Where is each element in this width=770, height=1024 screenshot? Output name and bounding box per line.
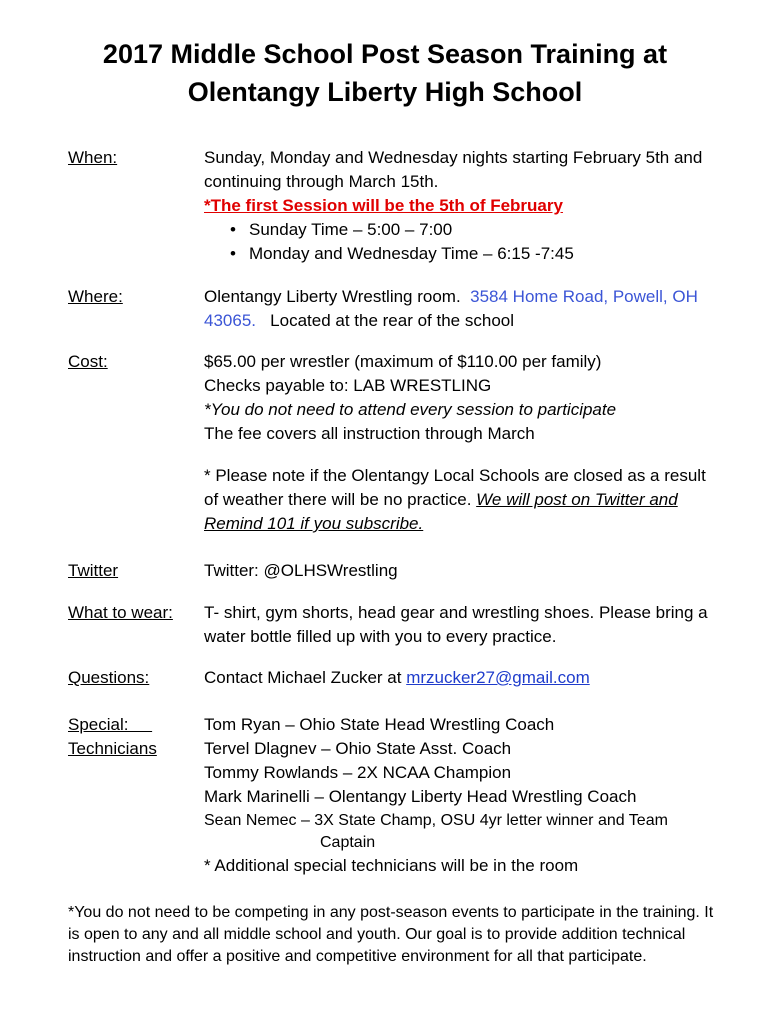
cost-line-4: The fee covers all instruction through March [204,424,535,443]
when-label: When: [68,148,118,167]
technician-item: Tervel Dlagnev – Ohio State Asst. Coach [204,739,512,758]
weather-note-line-3: Remind 101 if you subscribe. [204,514,424,533]
page-title-line-1: 2017 Middle School Post Season Training at [102,39,668,69]
address-line-2[interactable]: 43065. [204,311,256,330]
wear-line-1: T- shirt, gym shorts, head gear and wrestling shoes. Please bring a [204,603,708,622]
where-line-1 [204,286,698,308]
additional-technicians-note: * Additional special technicians will be in the room [204,856,579,875]
schedule-bullet-text: Monday and Wednesday Time – 6:15 -7:45 [249,244,574,263]
weather-note-line-1: * Please note if the Olentangy Local Schools are closed as a result [204,466,706,485]
where-room: Olentangy Liberty Wrestling room. [204,287,461,306]
twitter-label: Twitter [68,561,119,580]
where-label: Where: [68,287,123,306]
weather-note-text: of weather there will be no practice. [204,490,472,509]
questions-label: Questions: [68,668,150,687]
twitter-handle: Twitter: @OLHSWrestling [204,561,398,580]
page-title-line-2: Olentangy Liberty High School [187,77,583,107]
bullet-icon: • [230,244,236,263]
footer-note: *You do not need to be competing in any post-season events to participate in the training. It is open to any and all middle school and youth. Our goal is to provide addition technical instruction and offer a positive and competitive environment for all that participate. [68,904,714,965]
address-line-1[interactable]: 3584 Home Road, Powell, OH [470,287,698,306]
where-location-note: Located at the rear of the school [270,311,514,330]
bullet-icon: • [230,220,236,239]
technician-item-continued: Captain [320,834,376,851]
weather-note-emphasis: We will post on Twitter and [476,490,678,509]
questions-line [204,667,590,689]
technicians-label: Technicians [68,739,157,758]
technician-item: Tommy Rowlands – 2X NCAA Champion [204,763,512,782]
technician-item: Mark Marinelli – Olentangy Liberty Head Wrestling Coach [204,787,637,806]
questions-text: Contact Michael Zucker at [204,668,402,687]
technician-item: Sean Nemec – 3X State Champ, OSU 4yr letter winner and Team [204,812,668,829]
schedule-bullet-sunday [230,219,452,241]
cost-label: Cost: [68,352,108,371]
where-line-2 [204,310,514,332]
weather-note-line-2 [204,489,678,511]
wear-line-2: water bottle filled up with you to every practice. [204,627,557,646]
first-session-notice: *The first Session will be the 5th of February [204,196,563,215]
cost-line-2: Checks payable to: LAB WRESTLING [204,376,492,395]
technician-item: Tom Ryan – Ohio State Head Wrestling Coach [204,715,555,734]
cost-line-3: *You do not need to attend every session to participate [204,400,617,419]
email-link[interactable]: mrzucker27@gmail.com [406,668,590,687]
schedule-bullet-weekday [230,243,574,265]
schedule-bullet-text: Sunday Time – 5:00 – 7:00 [249,220,453,239]
when-line-2: continuing through March 15th. [204,172,439,191]
wear-label: What to wear: [68,603,173,622]
cost-line-1: $65.00 per wrestler (maximum of $110.00 per family) [204,352,602,371]
when-line-1: Sunday, Monday and Wednesday nights starting February 5th and [204,148,703,167]
special-label: Special: [68,715,153,734]
